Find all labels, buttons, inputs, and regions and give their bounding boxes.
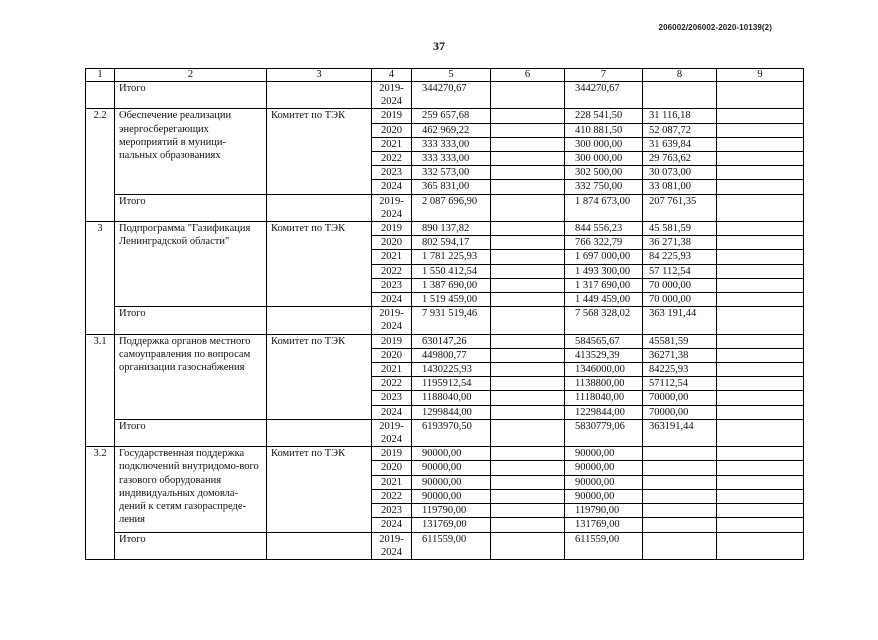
year-cell: 2024	[372, 405, 412, 419]
year-cell: 2019	[372, 109, 412, 123]
year-cell: 2022	[372, 489, 412, 503]
executor: Комитет по ТЭК	[267, 447, 372, 532]
amount-local: 33 081,00	[643, 180, 717, 194]
amount-local	[643, 475, 717, 489]
year-cell: 2022	[372, 264, 412, 278]
amount-col9	[717, 236, 804, 250]
amount-col6	[491, 391, 565, 405]
year-cell: 2019- 2024	[372, 194, 412, 221]
amount-col6	[491, 250, 565, 264]
item-name: Подпрограмма "Газификация Ленинградской области"	[115, 222, 267, 307]
amount-total: 344270,67	[412, 82, 491, 109]
amount-local	[643, 532, 717, 559]
column-header: 6	[491, 69, 565, 82]
amount-regional: 119790,00	[565, 504, 643, 518]
amount-total: 1 387 690,00	[412, 278, 491, 292]
total-label: Итого	[115, 532, 267, 559]
year-cell: 2019- 2024	[372, 419, 412, 446]
year-cell: 2021	[372, 250, 412, 264]
amount-col6	[491, 489, 565, 503]
amount-col9	[717, 123, 804, 137]
amount-col9	[717, 419, 804, 446]
amount-local: 363191,44	[643, 419, 717, 446]
amount-total: 1188040,00	[412, 391, 491, 405]
table-row	[86, 82, 804, 109]
column-header: 3	[267, 69, 372, 82]
item-number: 3	[86, 222, 115, 335]
amount-col9	[717, 264, 804, 278]
amount-total: 1299844,00	[412, 405, 491, 419]
amount-col9	[717, 293, 804, 307]
amount-local: 57112,54	[643, 377, 717, 391]
amount-col6	[491, 348, 565, 362]
executor	[267, 419, 372, 446]
column-header: 7	[565, 69, 643, 82]
amount-col9	[717, 334, 804, 348]
amount-local: 45581,59	[643, 334, 717, 348]
item-number: 3.2	[86, 447, 115, 560]
amount-col9	[717, 194, 804, 221]
page-number: 37	[433, 39, 445, 53]
amount-regional: 7 568 328,02	[565, 307, 643, 334]
amount-local: 36 271,38	[643, 236, 717, 250]
executor	[267, 532, 372, 559]
amount-col9	[717, 504, 804, 518]
amount-col6	[491, 264, 565, 278]
amount-total: 90000,00	[412, 489, 491, 503]
amount-col6	[491, 109, 565, 123]
amount-total: 1 781 225,93	[412, 250, 491, 264]
table-body	[86, 69, 804, 560]
amount-col9	[717, 377, 804, 391]
amount-regional: 1 449 459,00	[565, 293, 643, 307]
year-cell: 2021	[372, 137, 412, 151]
amount-col6	[491, 447, 565, 461]
amount-regional: 344270,67	[565, 82, 643, 109]
year-cell: 2023	[372, 278, 412, 292]
amount-local: 31 116,18	[643, 109, 717, 123]
amount-col9	[717, 348, 804, 362]
amount-col9	[717, 152, 804, 166]
year-cell: 2024	[372, 293, 412, 307]
amount-regional: 302 500,00	[565, 166, 643, 180]
amount-col6	[491, 307, 565, 334]
amount-total: 1195912,54	[412, 377, 491, 391]
year-cell: 2021	[372, 363, 412, 377]
item-name: Итого	[115, 82, 267, 109]
item-number: 2.2	[86, 109, 115, 222]
table-row	[86, 222, 804, 236]
document-id: 206002/206002-2020-10139(2)	[658, 23, 772, 32]
amount-col6	[491, 82, 565, 109]
year-cell: 2019	[372, 447, 412, 461]
year-cell: 2020	[372, 348, 412, 362]
amount-regional: 410 881,50	[565, 123, 643, 137]
amount-regional: 611559,00	[565, 532, 643, 559]
amount-col6	[491, 293, 565, 307]
amount-local: 57 112,54	[643, 264, 717, 278]
total-row	[86, 307, 804, 334]
table-row	[86, 109, 804, 123]
item-name: Поддержка органов местного самоуправления по вопросам организации газоснабжения	[115, 334, 267, 419]
amount-col9	[717, 250, 804, 264]
amount-col6	[491, 137, 565, 151]
amount-total: 6193970,50	[412, 419, 491, 446]
amount-col6	[491, 278, 565, 292]
amount-total: 332 573,00	[412, 166, 491, 180]
total-label: Итого	[115, 194, 267, 221]
column-header: 8	[643, 69, 717, 82]
amount-col6	[491, 334, 565, 348]
column-header: 4	[372, 69, 412, 82]
executor: Комитет по ТЭК	[267, 109, 372, 194]
amount-regional: 844 556,23	[565, 222, 643, 236]
amount-total: 259 657,68	[412, 109, 491, 123]
year-cell: 2024	[372, 180, 412, 194]
amount-col9	[717, 82, 804, 109]
amount-col9	[717, 461, 804, 475]
total-label: Итого	[115, 419, 267, 446]
amount-total: 90000,00	[412, 461, 491, 475]
year-cell: 2021	[372, 475, 412, 489]
total-row	[86, 194, 804, 221]
amount-total: 462 969,22	[412, 123, 491, 137]
amount-col9	[717, 405, 804, 419]
amount-regional: 1138800,00	[565, 377, 643, 391]
amount-total: 611559,00	[412, 532, 491, 559]
header-row	[86, 69, 804, 82]
amount-total: 890 137,82	[412, 222, 491, 236]
year-cell: 2020	[372, 123, 412, 137]
amount-col9	[717, 489, 804, 503]
amount-total: 365 831,00	[412, 180, 491, 194]
amount-total: 2 087 696,90	[412, 194, 491, 221]
amount-col6	[491, 152, 565, 166]
amount-col9	[717, 307, 804, 334]
executor	[267, 194, 372, 221]
amount-local: 29 763,62	[643, 152, 717, 166]
amount-local: 363 191,44	[643, 307, 717, 334]
amount-col9	[717, 391, 804, 405]
amount-total: 333 333,00	[412, 137, 491, 151]
amount-regional: 584565,67	[565, 334, 643, 348]
amount-total: 90000,00	[412, 447, 491, 461]
executor	[267, 82, 372, 109]
year-cell: 2022	[372, 152, 412, 166]
amount-regional: 300 000,00	[565, 152, 643, 166]
amount-local: 70 000,00	[643, 278, 717, 292]
amount-regional: 1229844,00	[565, 405, 643, 419]
amount-local: 36271,38	[643, 348, 717, 362]
amount-regional: 1346000,00	[565, 363, 643, 377]
amount-col6	[491, 475, 565, 489]
total-row	[86, 532, 804, 559]
table-row	[86, 334, 804, 348]
amount-regional: 413529,39	[565, 348, 643, 362]
amount-regional: 90000,00	[565, 489, 643, 503]
column-header: 5	[412, 69, 491, 82]
amount-local	[643, 489, 717, 503]
amount-local	[643, 461, 717, 475]
year-cell: 2020	[372, 461, 412, 475]
amount-col6	[491, 504, 565, 518]
amount-regional: 90000,00	[565, 475, 643, 489]
table-row	[86, 447, 804, 461]
year-cell: 2019	[372, 334, 412, 348]
amount-col6	[491, 166, 565, 180]
amount-col9	[717, 532, 804, 559]
amount-total: 1 550 412,54	[412, 264, 491, 278]
amount-local: 84225,93	[643, 363, 717, 377]
column-header: 9	[717, 69, 804, 82]
amount-local: 207 761,35	[643, 194, 717, 221]
item-number: 3.1	[86, 334, 115, 447]
year-cell: 2019- 2024	[372, 307, 412, 334]
amount-total: 449800,77	[412, 348, 491, 362]
item-number	[86, 82, 115, 109]
amount-regional: 1 317 690,00	[565, 278, 643, 292]
item-name: Обеспечение реализации энергосберегающих мероприятий в муници-пальных образованиях	[115, 109, 267, 194]
amount-regional: 1 874 673,00	[565, 194, 643, 221]
amount-col6	[491, 518, 565, 532]
year-cell: 2022	[372, 377, 412, 391]
total-row	[86, 419, 804, 446]
amount-regional: 1 493 300,00	[565, 264, 643, 278]
amount-col6	[491, 405, 565, 419]
column-header: 2	[115, 69, 267, 82]
amount-col6	[491, 194, 565, 221]
executor: Комитет по ТЭК	[267, 222, 372, 307]
amount-col6	[491, 363, 565, 377]
amount-total: 630147,26	[412, 334, 491, 348]
amount-local: 30 073,00	[643, 166, 717, 180]
amount-total: 119790,00	[412, 504, 491, 518]
year-cell: 2019	[372, 222, 412, 236]
amount-local: 70000,00	[643, 405, 717, 419]
year-cell: 2019- 2024	[372, 82, 412, 109]
amount-col9	[717, 363, 804, 377]
year-cell: 2023	[372, 504, 412, 518]
amount-col9	[717, 518, 804, 532]
column-header: 1	[86, 69, 115, 82]
amount-regional: 1118040,00	[565, 391, 643, 405]
amount-col9	[717, 447, 804, 461]
amount-col9	[717, 278, 804, 292]
amount-local	[643, 447, 717, 461]
amount-col6	[491, 419, 565, 446]
budget-table	[85, 68, 804, 560]
amount-total: 802 594,17	[412, 236, 491, 250]
amount-col6	[491, 377, 565, 391]
year-cell: 2023	[372, 391, 412, 405]
amount-col9	[717, 475, 804, 489]
amount-regional: 90000,00	[565, 447, 643, 461]
amount-local: 31 639,84	[643, 137, 717, 151]
amount-local: 52 087,72	[643, 123, 717, 137]
amount-regional: 131769,00	[565, 518, 643, 532]
amount-total: 1430225,93	[412, 363, 491, 377]
year-cell: 2023	[372, 166, 412, 180]
year-cell: 2019- 2024	[372, 532, 412, 559]
amount-col6	[491, 236, 565, 250]
amount-regional: 228 541,50	[565, 109, 643, 123]
amount-regional: 766 322,79	[565, 236, 643, 250]
amount-regional: 90000,00	[565, 461, 643, 475]
amount-local: 45 581,59	[643, 222, 717, 236]
amount-total: 131769,00	[412, 518, 491, 532]
total-label: Итого	[115, 307, 267, 334]
amount-regional: 332 750,00	[565, 180, 643, 194]
amount-total: 333 333,00	[412, 152, 491, 166]
amount-regional: 1 697 000,00	[565, 250, 643, 264]
amount-local: 84 225,93	[643, 250, 717, 264]
executor: Комитет по ТЭК	[267, 334, 372, 419]
amount-col6	[491, 532, 565, 559]
year-cell: 2020	[372, 236, 412, 250]
amount-total: 90000,00	[412, 475, 491, 489]
amount-total: 7 931 519,46	[412, 307, 491, 334]
amount-regional: 5830779,06	[565, 419, 643, 446]
amount-local	[643, 518, 717, 532]
amount-local: 70 000,00	[643, 293, 717, 307]
amount-local	[643, 82, 717, 109]
amount-col9	[717, 180, 804, 194]
year-cell: 2024	[372, 518, 412, 532]
executor	[267, 307, 372, 334]
amount-regional: 300 000,00	[565, 137, 643, 151]
amount-col6	[491, 180, 565, 194]
amount-col9	[717, 166, 804, 180]
amount-col9	[717, 222, 804, 236]
amount-col6	[491, 222, 565, 236]
amount-col6	[491, 123, 565, 137]
amount-col9	[717, 109, 804, 123]
amount-local: 70000,00	[643, 391, 717, 405]
amount-total: 1 519 459,00	[412, 293, 491, 307]
amount-local	[643, 504, 717, 518]
amount-col6	[491, 461, 565, 475]
item-name: Государственная поддержка подключений внутридомо-вого газового оборудования индивидуальных домовла-дений к сетям газораспреде-ления	[115, 447, 267, 532]
amount-col9	[717, 137, 804, 151]
